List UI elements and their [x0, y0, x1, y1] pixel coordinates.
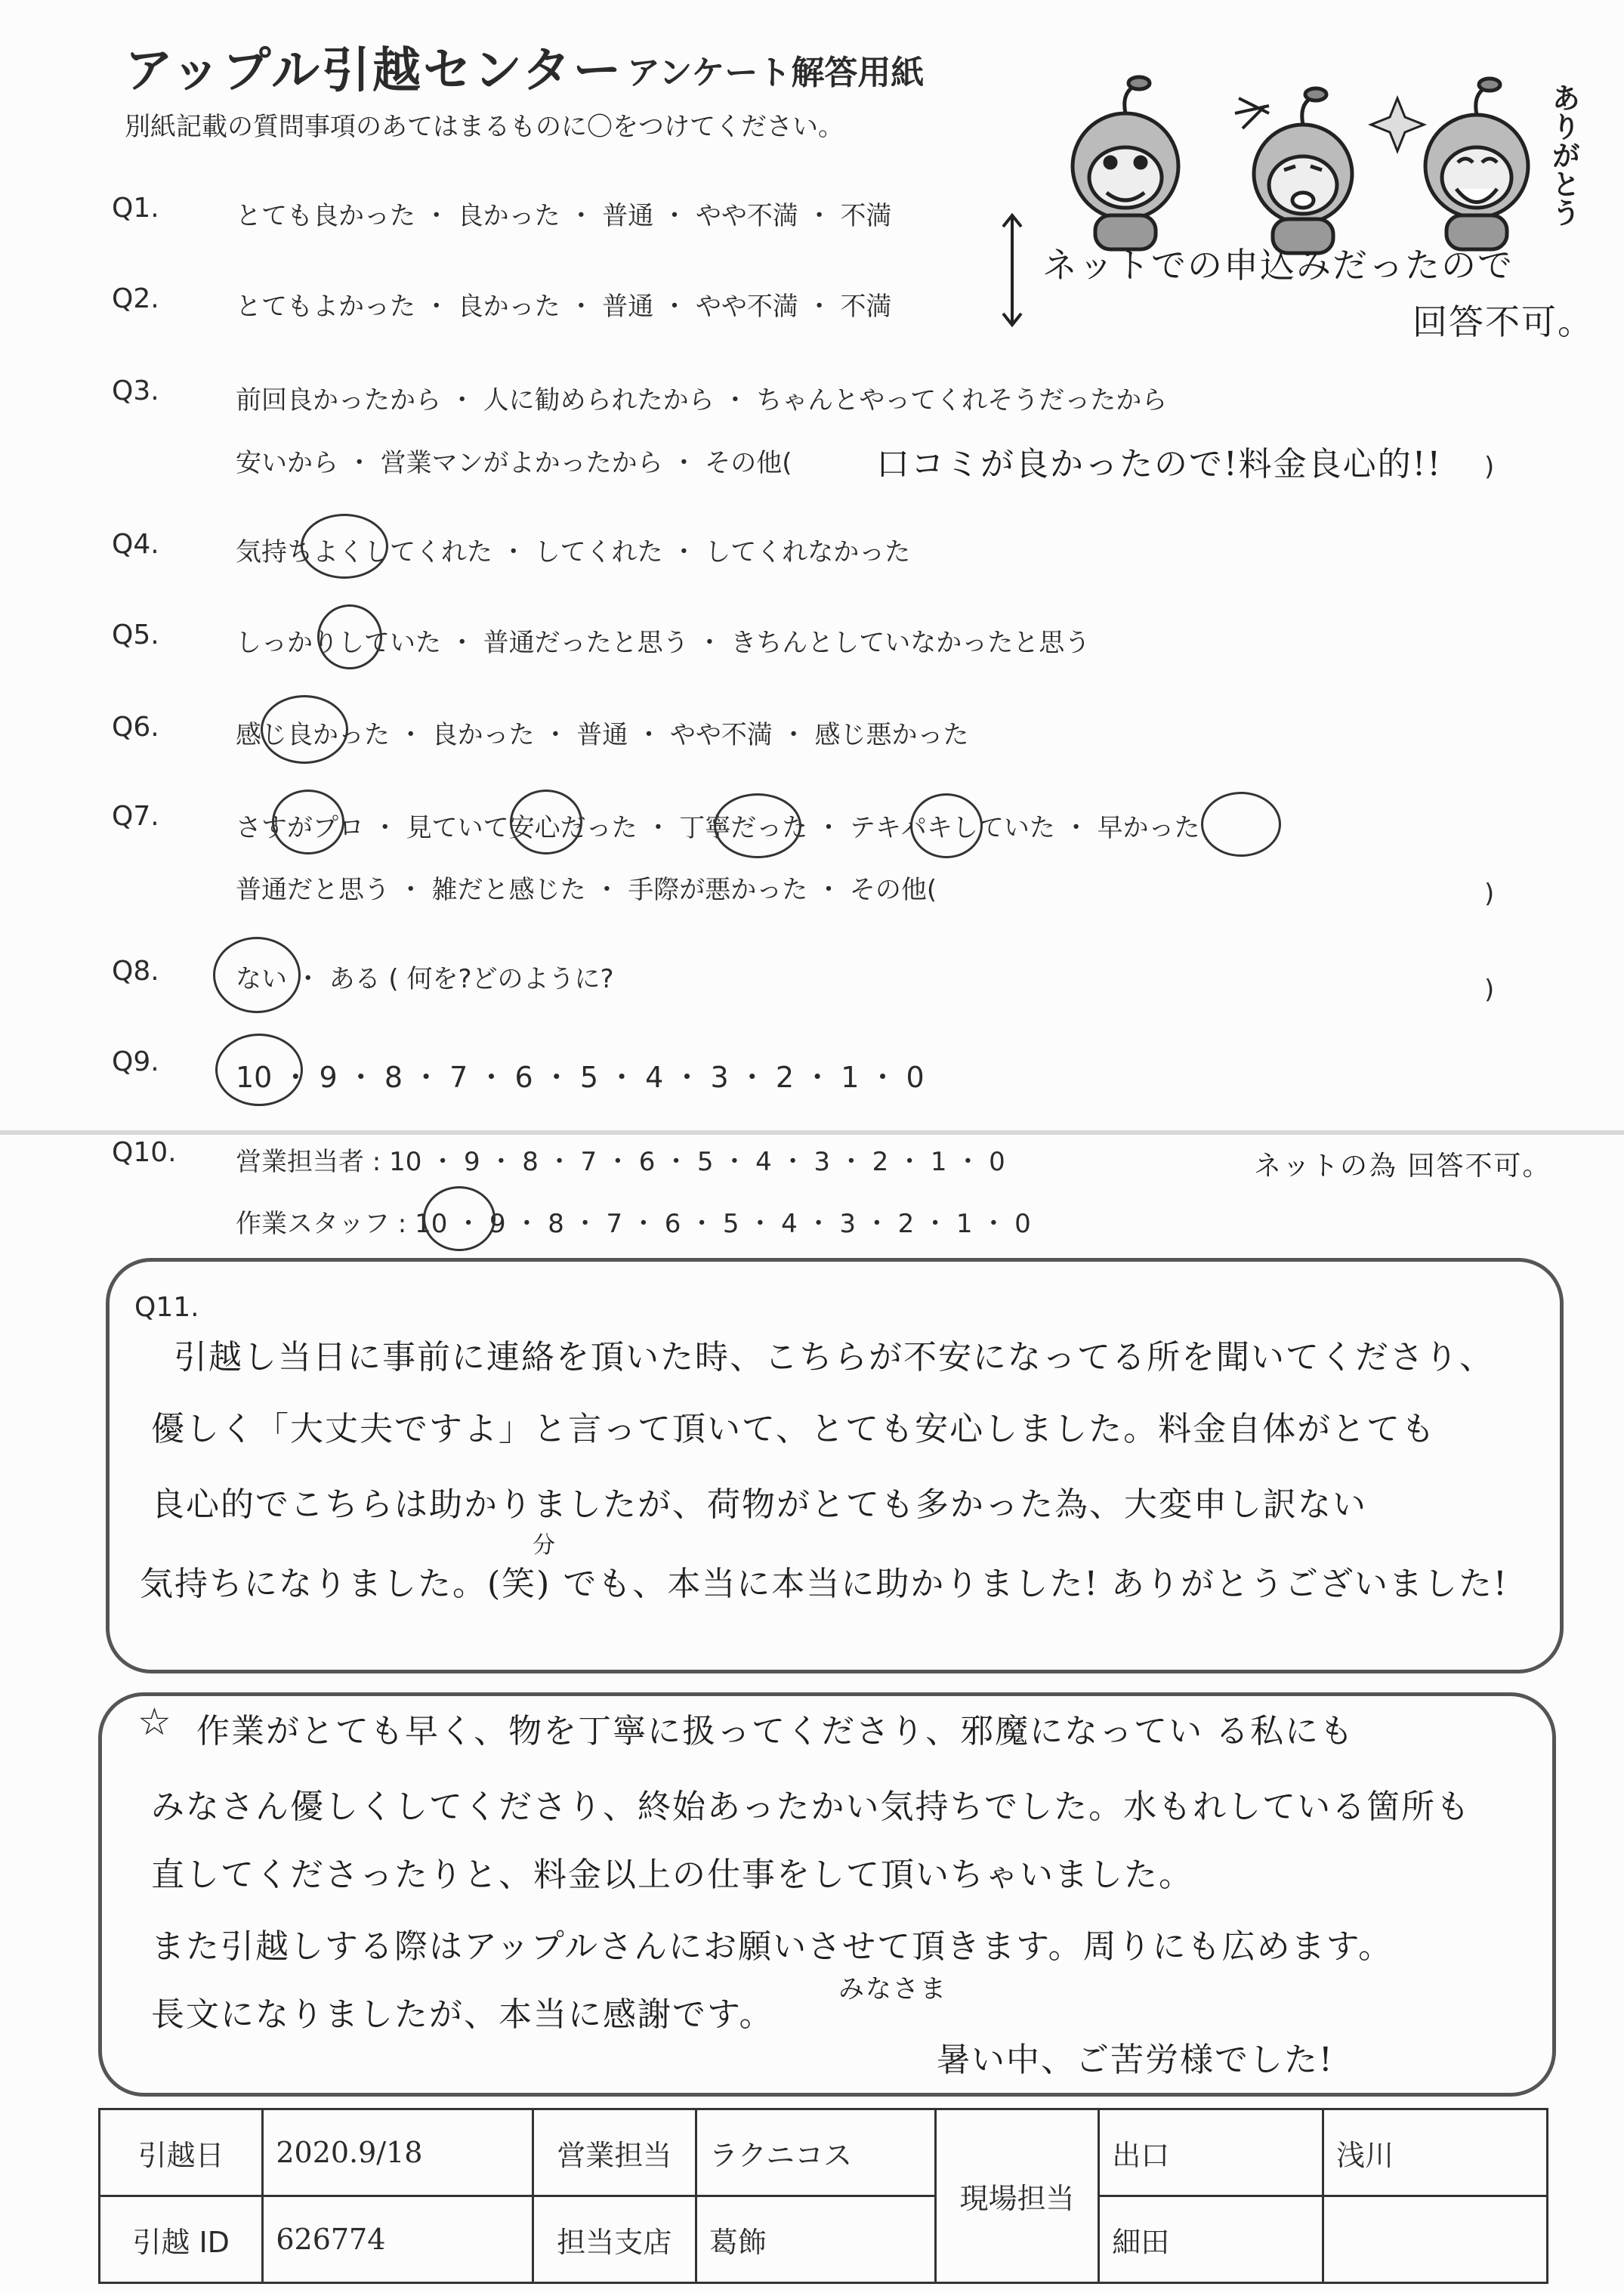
- q3-other-close: ): [1484, 452, 1495, 482]
- extra-line-5: 長文になりましたが、本当に感謝です。: [151, 1995, 774, 2034]
- q7-circle-mark-3: [714, 793, 801, 858]
- site-staff-empty-cell[interactable]: [1323, 2196, 1548, 2283]
- q11-label: Q11.: [134, 1292, 199, 1323]
- q7-circle-mark-1: [272, 790, 344, 854]
- q4-options[interactable]: 気持ちよくしてくれた ・ してくれた ・ してくれなかった: [236, 537, 911, 567]
- q1-q2-note-line2: 回答不可。: [1413, 301, 1594, 342]
- q8-circle-mark: [213, 937, 301, 1013]
- q10-sales-note: ネットの為 回答不可。: [1254, 1151, 1551, 1182]
- q11-insert-mark: 分: [533, 1532, 557, 1559]
- q3-options-line1[interactable]: 前回良かったから ・ 人に勧められたから ・ ちゃんとやってくれそうだったから: [236, 385, 1168, 416]
- q7-other-close: ): [1484, 879, 1495, 909]
- q3-other-handwritten: 口コミが良かったので!料金良心的!!: [876, 445, 1443, 484]
- extra-line-2: みなさん優しくしてくださり、終始あったかい気持ちでした。水もれしている箇所も: [151, 1788, 1471, 1826]
- q5-label: Q5.: [112, 620, 159, 651]
- q10-label: Q10.: [112, 1137, 177, 1168]
- branch-label: 担当支店: [533, 2196, 696, 2283]
- form-title: アップル引越センター: [125, 43, 624, 99]
- q11-line-1: 引越し当日に事前に連絡を頂いた時、こちらが不安になってる所を聞いてくださり、: [174, 1338, 1494, 1377]
- q1-options[interactable]: とても良かった ・ 良かった ・ 普通 ・ やや不満 ・ 不満: [236, 201, 892, 231]
- q11-comment-box: [106, 1258, 1564, 1673]
- move-id-value[interactable]: 626774: [263, 2196, 533, 2283]
- mascot-illustration: [1042, 53, 1586, 264]
- branch-value[interactable]: 葛飾: [696, 2196, 935, 2283]
- q8-close: ): [1484, 975, 1495, 1005]
- extra-line-1: 作業がとても早く、物を丁寧に扱ってくださり、邪魔になってい る私にも: [196, 1712, 1355, 1751]
- sales-value[interactable]: ラクニコス: [696, 2109, 935, 2196]
- site-staff-2[interactable]: 浅川: [1323, 2109, 1548, 2196]
- q9-options[interactable]: 10 ・ 9 ・ 8 ・ 7 ・ 6 ・ 5 ・ 4 ・ 3 ・ 2 ・ 1 ・ 0: [236, 1061, 925, 1094]
- q1-q2-bracket-arrow: [997, 212, 1027, 332]
- fold-line: [0, 1130, 1624, 1135]
- extra-line-4: また引越しする際はアップルさんにお願いさせて頂きます。周りにも広めます。: [151, 1927, 1394, 1966]
- q7-options-line1[interactable]: さすがプロ ・ 見ていて安心だった ・ 丁寧だった ・ テキパキしていた ・ 早かった: [236, 813, 1200, 843]
- move-date-label: 引越日: [100, 2109, 263, 2196]
- q10-sales-options[interactable]: 営業担当者 : 10 ・ 9 ・ 8 ・ 7 ・ 6 ・ 5 ・ 4 ・ 3 ・ 2 ・ 1 ・ 0: [236, 1147, 1005, 1177]
- q2-label: Q2.: [112, 283, 159, 314]
- star-mark: ☆: [137, 1700, 173, 1744]
- q6-options[interactable]: 感じ良かった ・ 良かった ・ 普通 ・ やや不満 ・ 感じ悪かった: [236, 720, 969, 750]
- q11-line-4: 気持ちになりました。(笑) でも、本当に本当に助かりました! ありがとうございました!: [140, 1565, 1508, 1603]
- q2-options[interactable]: とてもよかった ・ 良かった ・ 普通 ・ やや不満 ・ 不満: [236, 292, 892, 322]
- q3-label: Q3.: [112, 375, 159, 406]
- move-date-value[interactable]: 2020.9/18: [263, 2109, 533, 2196]
- q1-q2-note-line1: ネットでの申込みだったので: [1042, 245, 1514, 286]
- thanks-vertical-text: ありがとう: [1547, 83, 1580, 227]
- site-label: 現場担当: [935, 2109, 1098, 2283]
- site-staff-3[interactable]: 細田: [1099, 2196, 1323, 2283]
- q9-circle-mark: [215, 1034, 303, 1106]
- q5-circle-mark: [317, 604, 382, 669]
- q1-label: Q1.: [112, 193, 159, 224]
- move-info-table: [98, 2108, 1548, 2284]
- site-staff-1[interactable]: 出口: [1099, 2109, 1323, 2196]
- q7-label: Q7.: [112, 801, 159, 832]
- q11-line-2: 優しく「大丈夫ですよ」と言って頂いて、とても安心しました。料金自体がとても: [151, 1410, 1437, 1448]
- mascot-monkey-1: [1073, 77, 1178, 249]
- mascot-monkey-3: [1425, 79, 1528, 249]
- move-id-label: 引越 ID: [100, 2196, 263, 2283]
- q7-circle-mark-5: [1201, 792, 1281, 857]
- extra-insert-mark: みなさま: [838, 1974, 947, 2004]
- q9-label: Q9.: [112, 1046, 159, 1077]
- q6-label: Q6.: [112, 712, 159, 743]
- form-subtitle: アンケート解答用紙: [627, 54, 925, 92]
- extra-line-3: 直してくださったりと、料金以上の仕事をして頂いちゃいました。: [151, 1856, 1193, 1894]
- q7-options-line2[interactable]: 普通だと思う ・ 雑だと感じた ・ 手際が悪かった ・ その他(: [236, 875, 937, 905]
- q10-staff-options[interactable]: 作業スタッフ : 10 ・ 9 ・ 8 ・ 7 ・ 6 ・ 5 ・ 4 ・ 3 ・ 2 ・ 1 ・ 0: [236, 1209, 1031, 1239]
- form-instructions: 別紙記載の質問事項のあてはまるものに〇をつけてください。: [125, 112, 844, 142]
- q7-circle-mark-2: [510, 790, 582, 854]
- q7-circle-mark-4: [910, 793, 983, 858]
- q11-line-3: 良心的でこちらは助かりましたが、荷物がとても多かった為、大変申し訳ない: [151, 1485, 1367, 1524]
- q5-options[interactable]: しっかりしていた ・ 普通だったと思う ・ きちんとしていなかったと思う: [236, 628, 1091, 658]
- q4-circle-mark: [301, 514, 388, 579]
- q3-options-line2[interactable]: 安いから ・ 営業マンがよかったから ・ その他(: [236, 448, 792, 478]
- q8-label: Q8.: [112, 956, 159, 987]
- extra-line-6: 暑い中、ご苦労様でした!: [937, 2041, 1334, 2079]
- sales-label: 営業担当: [533, 2109, 696, 2196]
- q6-circle-mark: [261, 695, 348, 764]
- q10-staff-circle-mark: [423, 1186, 496, 1251]
- q4-label: Q4.: [112, 529, 159, 560]
- q8-options[interactable]: ない ・ ある ( 何を?どのように?: [236, 964, 614, 994]
